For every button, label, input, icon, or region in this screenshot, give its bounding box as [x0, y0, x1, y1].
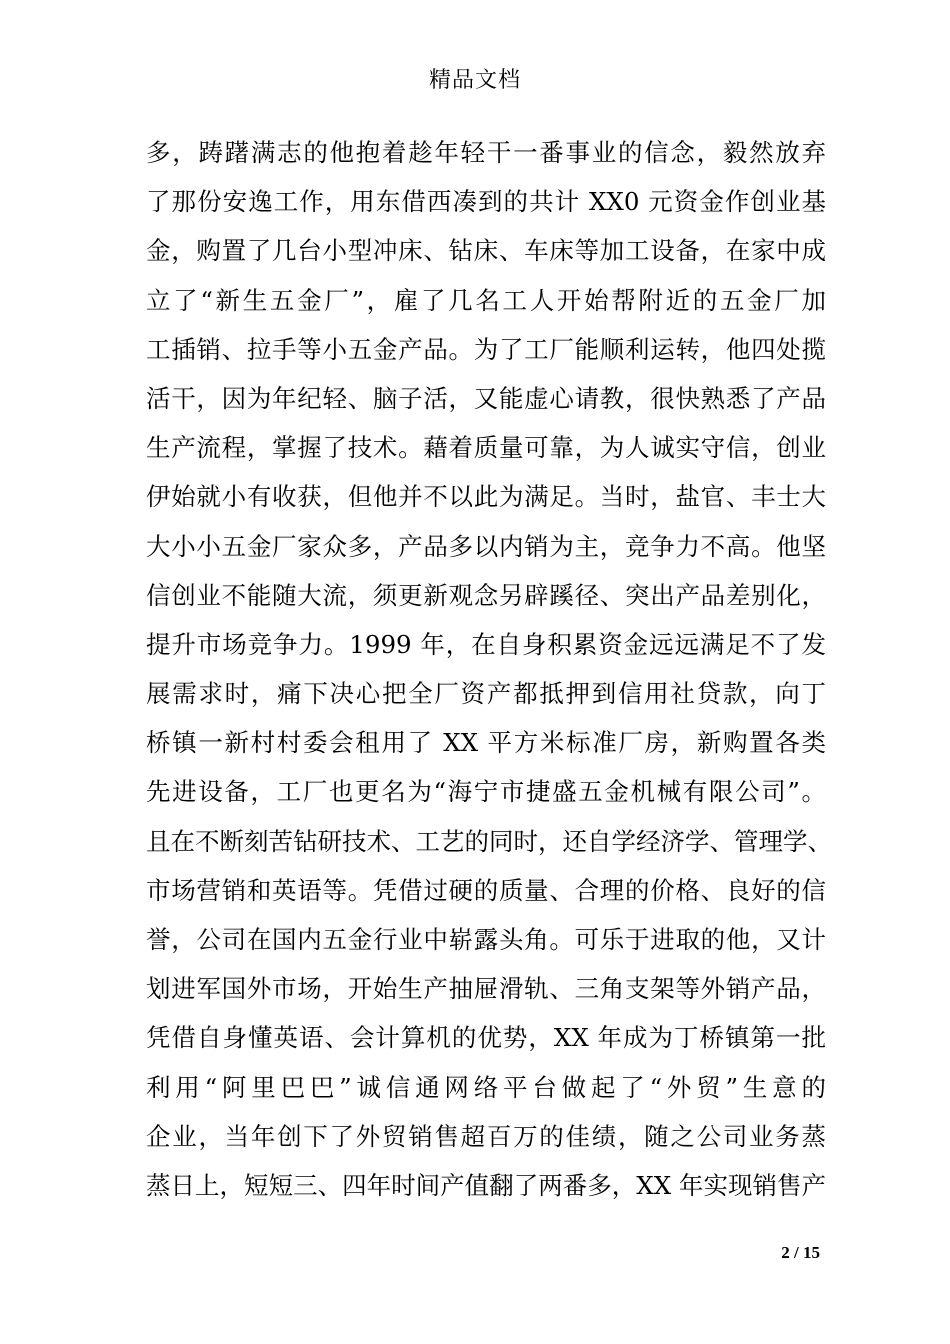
text-line: 先进设备，工厂也更名为“海宁市捷盛五金机械有限公司”。	[146, 777, 826, 807]
text-line: 利用“阿里巴巴”诚信通网络平台做起了“外贸”生意的	[146, 1072, 826, 1102]
text-line: 提升市场竞争力。1999 年，在自身积累资金远远满足不了发	[146, 629, 826, 659]
text-line: 展需求时，痛下决心把全厂资产都抵押到信用社贷款，向丁	[146, 679, 826, 709]
page-header-title: 精品文档	[428, 68, 521, 93]
text-line: 了那份安逸工作，用东借西凑到的共计 XX0 元资金作创业基	[146, 187, 826, 217]
body-paragraph	[146, 128, 832, 1210]
text-line: 蒸日上，短短三、四年时间产值翻了两番多，XX 年实现销售产	[146, 1170, 826, 1200]
text-line: 活干，因为年纪轻、脑子活，又能虚心请教，很快熟悉了产品	[146, 383, 826, 413]
text-line: 划进军国外市场，开始生产抽屉滑轨、三角支架等外销产品，	[146, 974, 826, 1004]
text-line: 立了“新生五金厂”，雇了几名工人开始帮附近的五金厂加	[146, 285, 826, 315]
text-line: 工插销、拉手等小五金产品。为了工厂能顺利运转，他四处揽	[146, 334, 826, 364]
text-line: 伊始就小有收获，但他并不以此为满足。当时，盐官、丰士大	[146, 482, 826, 512]
text-line: 信创业不能随大流，须更新观念另辟蹊径、突出产品差别化，	[146, 580, 826, 610]
text-line: 市场营销和英语等。凭借过硬的质量、合理的价格、良好的信	[146, 875, 826, 905]
text-line: 生产流程，掌握了技术。藉着质量可靠，为人诚实守信，创业	[146, 433, 826, 463]
text-line: 桥镇一新村村委会租用了 XX 平方米标准厂房，新购置各类	[146, 728, 826, 758]
text-line: 誉，公司在国内五金行业中崭露头角。可乐于进取的他，又计	[146, 925, 826, 954]
text-line: 金，购置了几台小型冲床、钻床、车床等加工设备，在家中成	[146, 236, 826, 266]
text-line: 大小小五金厂家众多，产品多以内销为主，竞争力不高。他坚	[146, 531, 826, 561]
text-line: 且在不断刻苦钻研技术、工艺的同时，还自学经济学、管理学、	[146, 826, 832, 856]
text-line: 凭借自身懂英语、会计算机的优势，XX 年成为丁桥镇第一批	[146, 1023, 826, 1053]
text-line: 多，踌躇满志的他抱着趁年轻干一番事业的信念，毅然放弃	[146, 138, 826, 167]
text-line: 企业，当年创下了外贸销售超百万的佳绩，随之公司业务蒸	[146, 1121, 826, 1151]
page-number: 2 / 15	[781, 1243, 820, 1262]
